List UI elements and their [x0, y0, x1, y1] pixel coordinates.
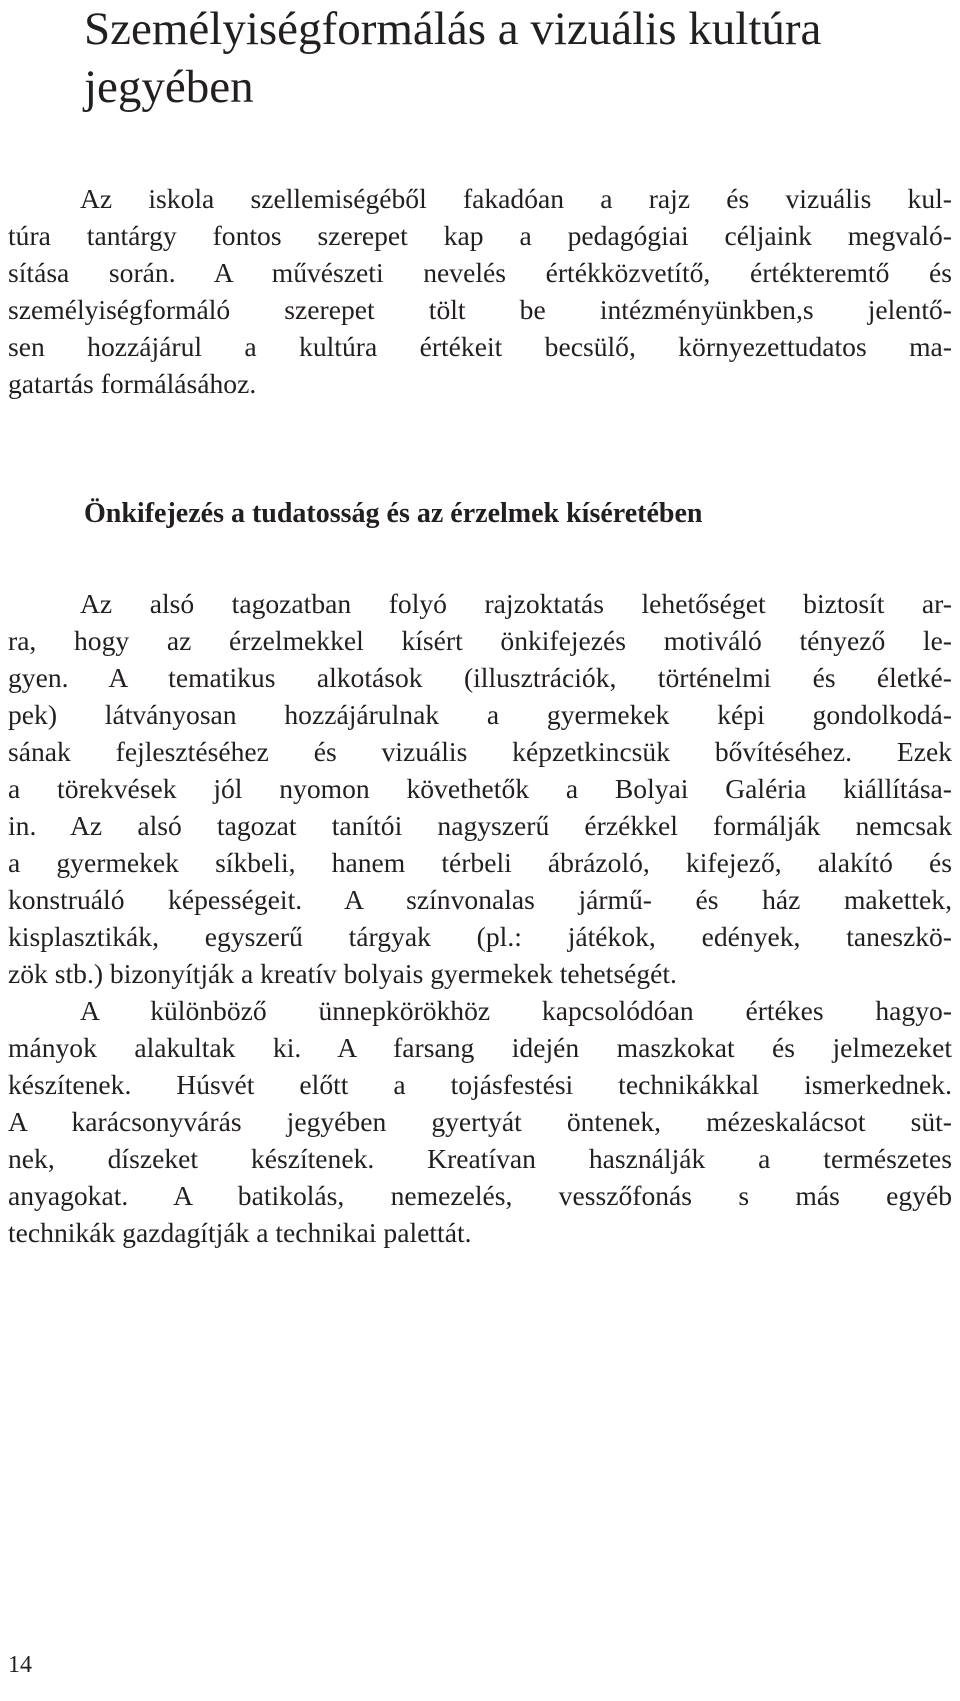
text-line: sítása során. A művészeti nevelés értékközvetítő, értékteremtő és	[8, 257, 952, 288]
text-line: Az iskola szellemiségéből fakadóan a rajz és vizuális kul-	[80, 183, 952, 214]
document-page	[8, 0, 952, 1701]
text-line: személyiségformáló szerepet tölt be intézményünkben,s jelentő-	[8, 294, 952, 325]
text-line: in. Az alsó tagozat tanítói nagyszerű érzékkel formálják nemcsak	[8, 810, 952, 841]
text-line: túra tantárgy fontos szerepet kap a pedagógiai céljaink megvaló-	[8, 220, 952, 251]
text-line: A különböző ünnepkörökhöz kapcsolódóan értékes hagyo-	[80, 995, 952, 1026]
body-paragraphs	[8, 585, 952, 1251]
text-line: kisplasztikák, egyszerű tárgyak (pl.: játékok, edények, taneszkö-	[8, 921, 952, 952]
intro-paragraph	[8, 180, 952, 402]
text-line: a gyermekek síkbeli, hanem térbeli ábrázoló, kifejező, alakító és	[8, 847, 952, 878]
text-line: pek) látványosan hozzájárulnak a gyermekek képi gondolkodá-	[8, 699, 952, 730]
text-line: technikák gazdagítják a technikai palettát.	[8, 1217, 472, 1248]
text-line: nek, díszeket készítenek. Kreatívan használják a természetes	[8, 1143, 952, 1174]
text-line: anyagokat. A batikolás, nemezelés, vesszőfonás s más egyéb	[8, 1180, 952, 1211]
text-line: A karácsonyvárás jegyében gyertyát öntenek, mézeskalácsot süt-	[8, 1106, 952, 1137]
text-line: gyen. A tematikus alkotások (illusztrációk, történelmi és életké-	[8, 662, 952, 693]
section-heading: Önkifejezés a tudatosság és az érzelmek kíséretében	[84, 498, 703, 529]
page-title	[84, 0, 952, 116]
text-line: sen hozzájárul a kultúra értékeit becsülő, környezettudatos ma-	[8, 331, 952, 362]
text-line: készítenek. Húsvét előtt a tojásfestési technikákkal ismerkednek.	[8, 1069, 952, 1100]
title-line-1: Személyiségformálás a vizuális kultúra	[84, 3, 822, 55]
text-line: sának fejlesztéséhez és vizuális képzetkincsük bővítéséhez. Ezek	[8, 736, 952, 767]
title-line-2: jegyében	[84, 61, 254, 113]
text-line: mányok alakultak ki. A farsang idején maszkokat és jelmezeket	[8, 1032, 952, 1063]
text-line: konstruáló képességeit. A színvonalas jármű- és ház makettek,	[8, 884, 952, 915]
text-line: ra, hogy az érzelmekkel kísért önkifejezés motiváló tényező le-	[8, 625, 952, 656]
page-number: 14	[8, 1652, 32, 1678]
text-line: zök stb.) bizonyítják a kreatív bolyais gyermekek tehetségét.	[8, 958, 677, 989]
text-line: a törekvések jól nyomon követhetők a Bolyai Galéria kiállítása-	[8, 773, 952, 804]
text-line: Az alsó tagozatban folyó rajzoktatás lehetőséget biztosít ar-	[80, 588, 952, 619]
text-line: gatartás formálásához.	[8, 368, 257, 399]
